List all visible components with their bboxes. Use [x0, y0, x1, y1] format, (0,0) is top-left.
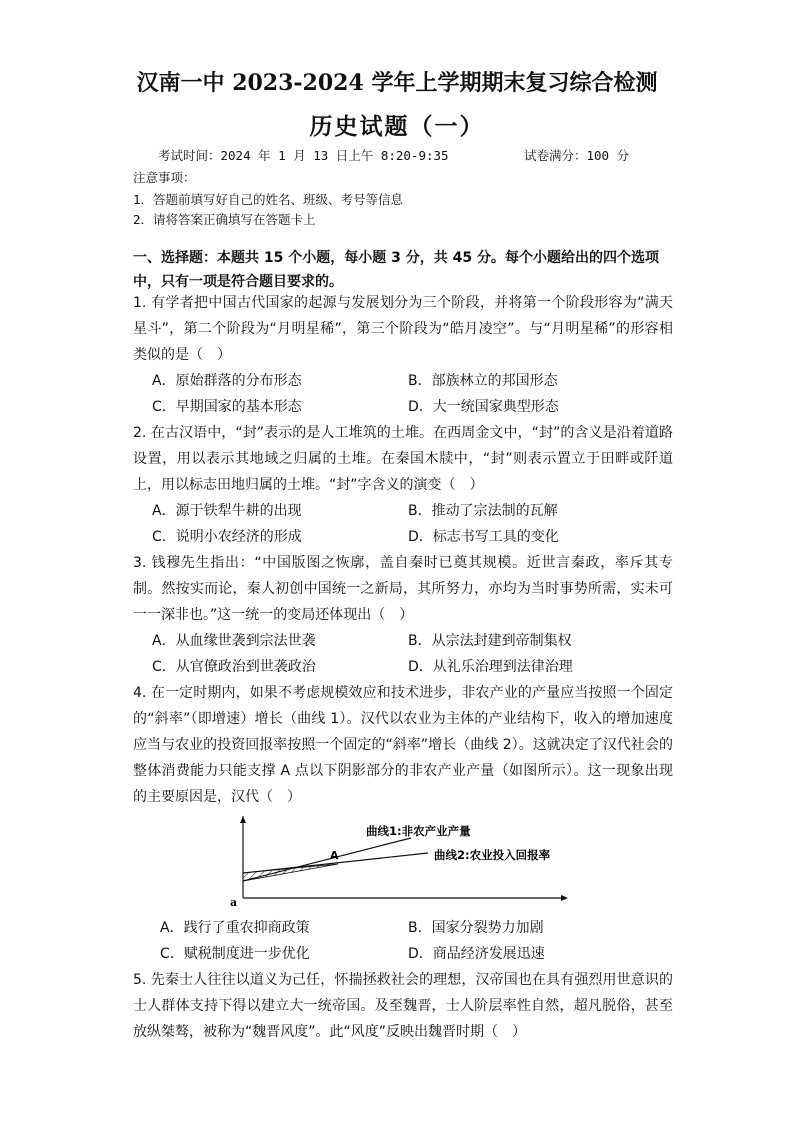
curve-1-label: 曲线1:非农产业产量 — [366, 824, 471, 838]
curves-figure — [228, 808, 598, 918]
section-heading: 一、选择题：本题共 15 个小题，每小题 3 分，共 45 分。每个小题给出的四个选项中，只有一项是符合题目要求的。 — [133, 250, 659, 290]
question-1-option-a: A．原始群落的分布形态 — [152, 373, 302, 389]
question-4-option-a: A．践行了重农抑商政策 — [160, 920, 310, 936]
question-2-option-d: D．标志书写工具的变化 — [408, 529, 559, 545]
question-4-option-d: D．商品经济发展迅速 — [408, 946, 545, 962]
curve-2-label: 曲线2:农业投入回报率 — [434, 848, 551, 862]
question-1-option-d: D．大一统国家典型形态 — [408, 399, 559, 415]
point-a-label: A — [330, 849, 339, 862]
question-3-option-a: A．从血缘世袭到宗法世袭 — [152, 633, 316, 649]
question-1-option-b: B．部族林立的邦国形态 — [408, 373, 558, 389]
notes-heading: 注意事项： — [133, 170, 196, 185]
exam-title: 汉南一中 2023-2024 学年上学期期末复习综合检测 — [136, 70, 658, 96]
question-2-option-a: A．源于铁犁牛耕的出现 — [152, 503, 302, 519]
question-5-stem: 5. 先秦士人往往以道义为己任，怀揣拯救社会的理想，汉帝国也在具有强烈用世意识的士人群体支持下得以建立大一统帝国。及至魏晋，士人阶层率性自然，超凡脱俗，甚至放纵桀骜，被称为“魏晋风度”。此“风度”反映出魏晋时期（ ） — [133, 972, 673, 1040]
question-3-option-d: D．从礼乐治理到法律治理 — [408, 659, 573, 675]
note-item-1: 1．答题前填写好自己的姓名、班级、考号等信息 — [133, 192, 404, 207]
question-3-option-c: C．从官僚政治到世袭政治 — [152, 659, 316, 675]
question-4-stem: 4. 在一定时期内，如果不考虑规模效应和技术进步，非农产业的产量应当按照一个固定的“斜率”（即增速）增长（曲线 1）。汉代以农业为主体的产业结构下，收入的增加速度应当与农业的投资回报率按照一个固定的“斜率”增长（曲线 2）。这就决定了汉代社会的整体消费能力只能支撑 A 点以下阴影部分的非农产业产量（如图所示）。这一现象出现的主要原因是，汉代（ ） — [133, 685, 673, 805]
exam-time: 考试时间：2024 年 1 月 13 日上午 8:20-9:35 — [158, 148, 449, 163]
x-axis-arrow-icon — [561, 895, 568, 901]
question-4-option-c: C．赋税制度进一步优化 — [160, 946, 310, 962]
y-axis-arrow-icon — [240, 816, 246, 823]
question-3-option-b: B．从宗法封建到帝制集权 — [408, 633, 572, 649]
origin-label: a — [230, 896, 238, 909]
note-item-2: 2．请将答案正确填写在答题卡上 — [133, 212, 316, 227]
question-2-option-b: B．推动了宗法制的瓦解 — [408, 503, 558, 519]
question-4-option-b: B．国家分裂势力加剧 — [408, 920, 544, 936]
exam-subtitle: 历史试题（一） — [309, 113, 485, 140]
question-1-stem: 1. 有学者把中国古代国家的起源与发展划分为三个阶段，并将第一个阶段形容为“满天星斗”，第二个阶段为“月明星稀”，第三个阶段为“皓月凌空”。与“月明星稀”的形容相类似的是（ ） — [133, 295, 673, 363]
question-3-stem: 3. 钱穆先生指出：“中国版图之恢廓，盖自秦时已奠其规模。近世言秦政，率斥其专制。然按实而论，秦人初创中国统一之新局，其所努力，亦均为当时事势所需，实未可一一深非也。”这一统一的变局还体现出（ ） — [133, 555, 673, 623]
question-2-option-c: C．说明小农经济的形成 — [152, 529, 302, 545]
full-score: 试卷满分：100 分 — [524, 148, 630, 163]
question-1-option-c: C．早期国家的基本形态 — [152, 399, 302, 415]
curve-1-line — [243, 838, 411, 881]
shaded-region — [243, 864, 338, 881]
question-2-stem: 2. 在古汉语中，“封”表示的是人工堆筑的土堆。在西周金文中，“封”的含义是沿着道路设置，用以表示其地域之归属的土堆。在秦国木牍中，“封”则表示置立于田畔或阡道上，用以标志田地归属的土堆。“封”字含义的演变（ ） — [133, 425, 673, 493]
